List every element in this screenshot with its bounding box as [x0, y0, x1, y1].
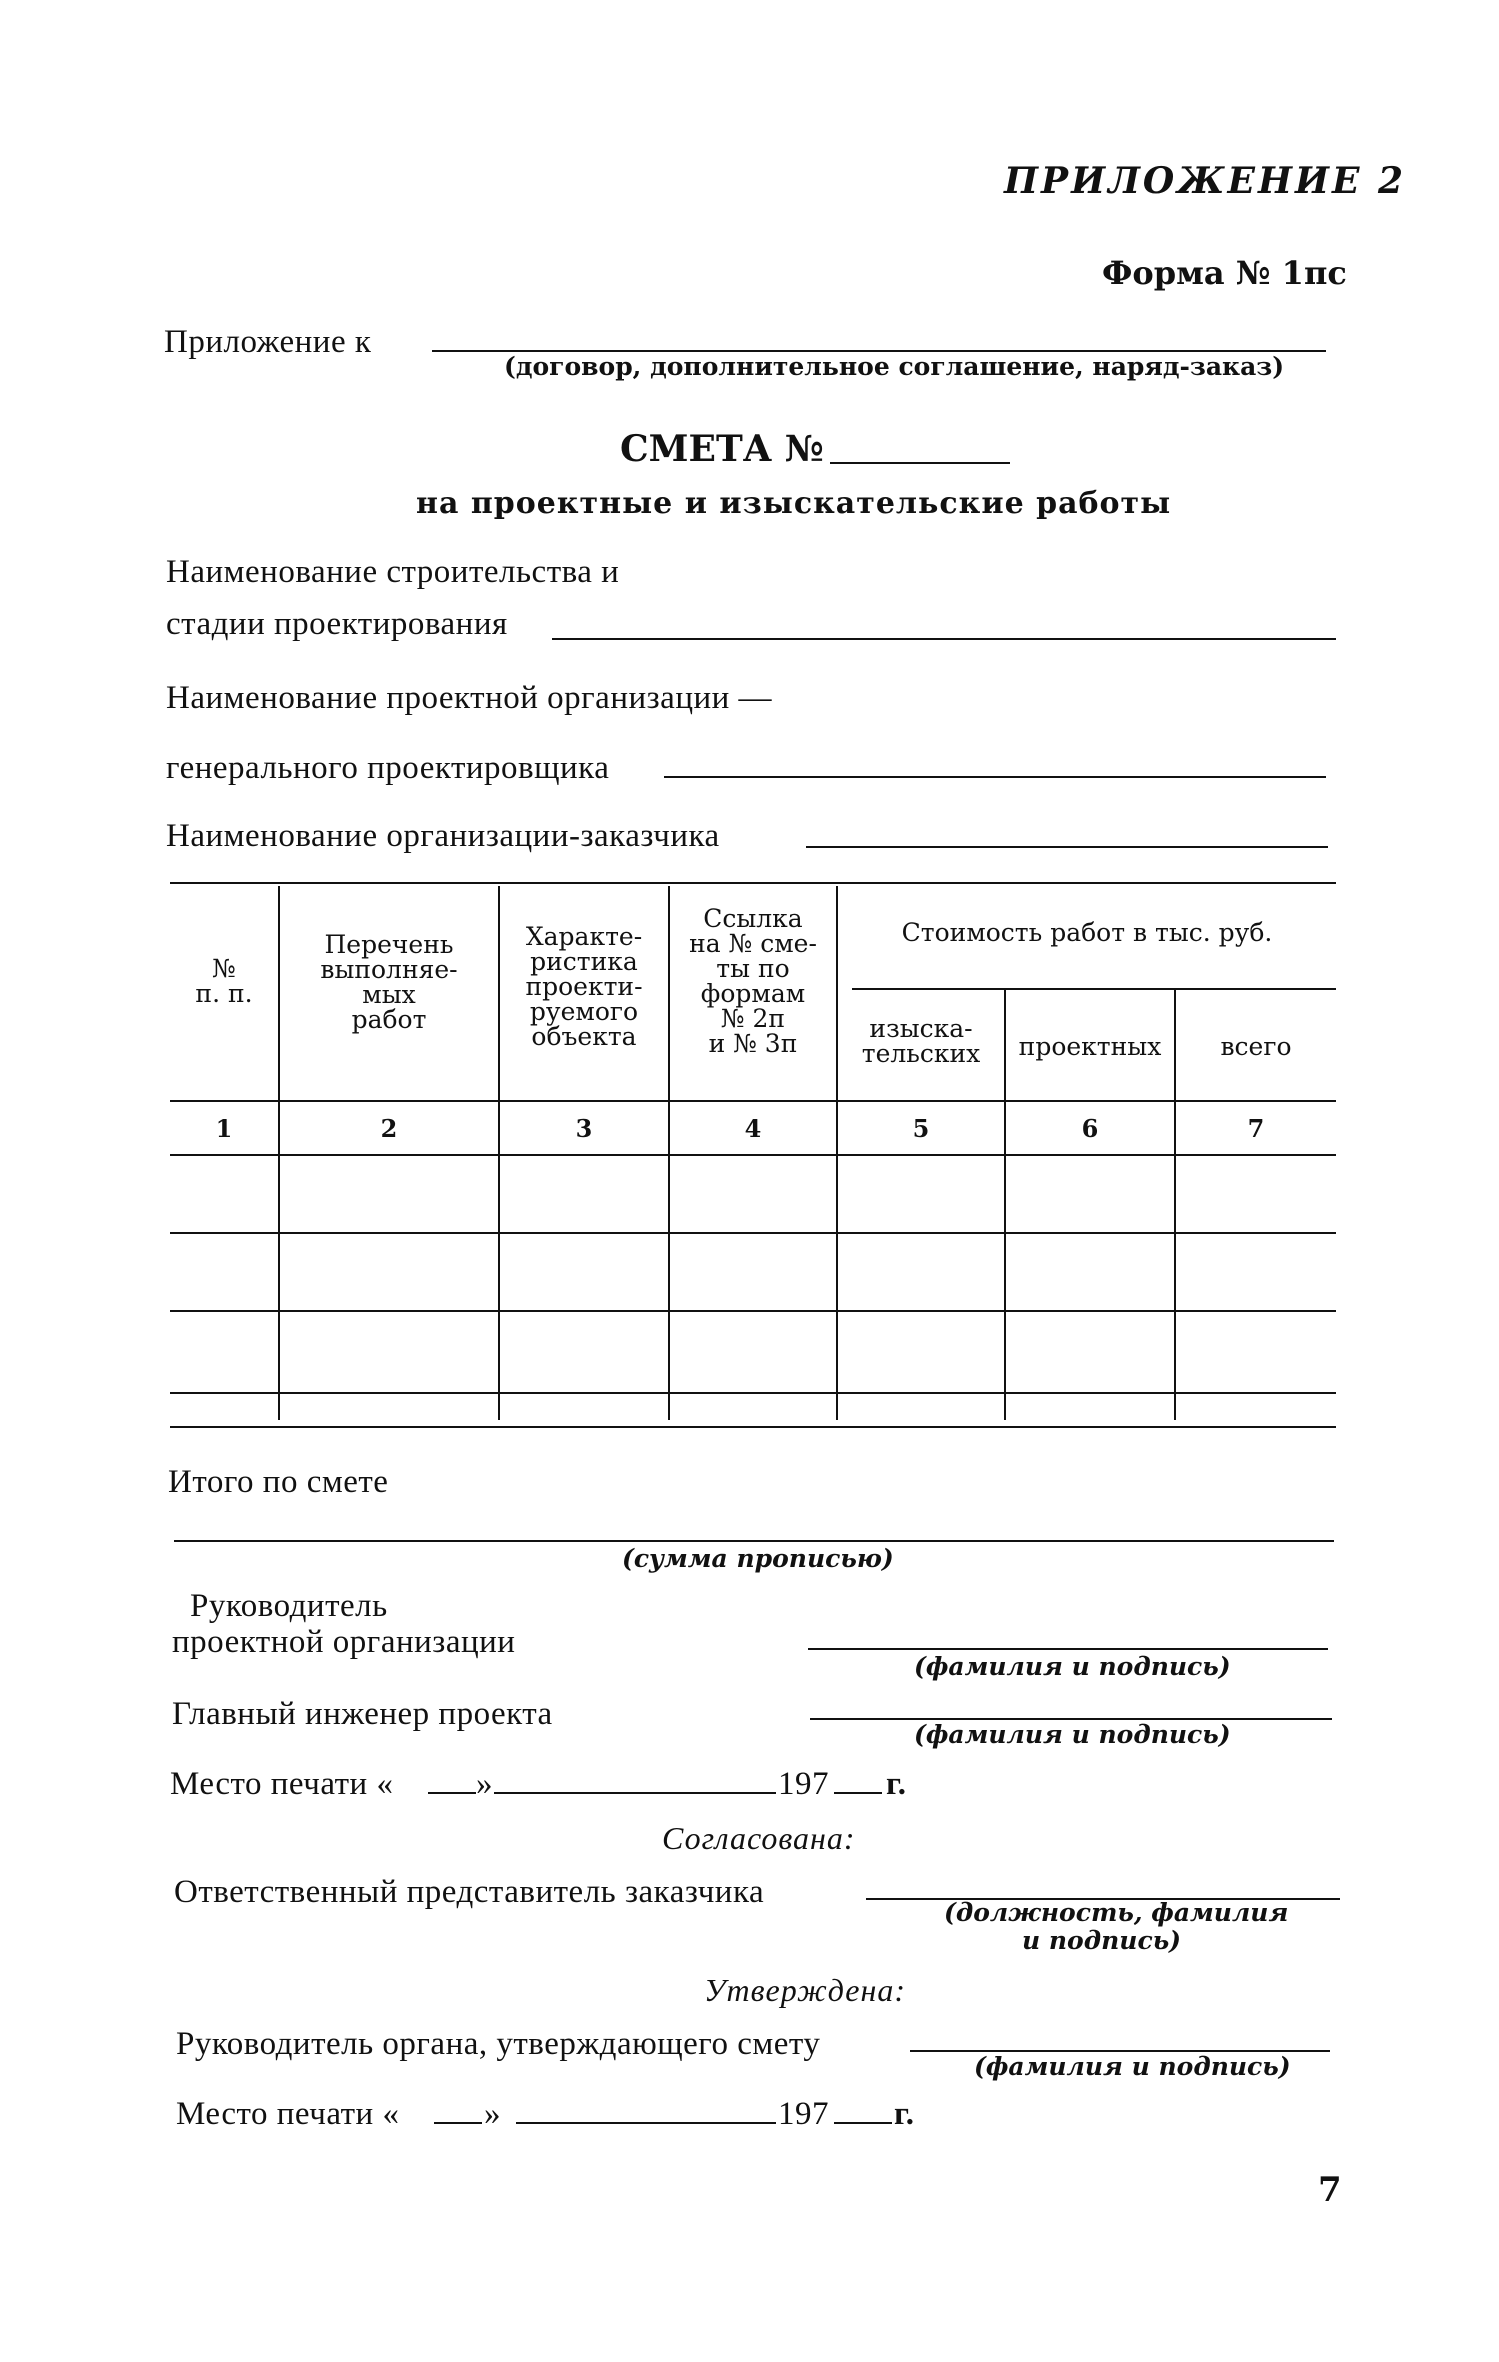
approver-label: Руководитель органа, утверждающего смету [176, 2026, 821, 2062]
head-label-2: проектной организации [172, 1624, 516, 1660]
approver-caption: (фамилия и подпись) [974, 2052, 1291, 2081]
header-col-5: изыска- тельских [861, 1014, 981, 1068]
head-caption: (фамилия и подпись) [914, 1652, 1231, 1681]
seal-1-prefix: Место печати « [170, 1766, 394, 1802]
col-number-4: 4 [744, 1114, 762, 1143]
seal-1-suffix: г. [886, 1766, 907, 1802]
seal-2-year: 197 [778, 2096, 829, 2132]
customer-rep-label: Ответственный представитель заказчика [174, 1874, 765, 1910]
customer-rep-caption-1: (должность, фамилия [944, 1898, 1289, 1927]
smeta-subtitle: на проектные и изыскательские работы [416, 486, 1172, 521]
construction-line [552, 638, 1336, 640]
seal-2-suffix: г. [894, 2096, 915, 2132]
seal-2-year-line [834, 2122, 892, 2124]
chief-engineer-label: Главный инженер проекта [172, 1696, 553, 1732]
header-col-4: Ссылка на № сме- ты по формам № 2п и № 3п [689, 904, 817, 1058]
chief-caption: (фамилия и подпись) [914, 1720, 1231, 1749]
header-col-1: № п. п. [195, 954, 253, 1008]
seal-2-mid: » [484, 2096, 501, 2132]
seal-1-day-line [428, 1792, 476, 1794]
col-number-1: 1 [215, 1114, 233, 1143]
org-label-2: генерального проектировщика [166, 750, 610, 786]
customer-label: Наименование организации-заказчика [166, 818, 720, 854]
seal-2-prefix: Место печати « [176, 2096, 400, 2132]
seal-2-month-line [516, 2122, 776, 2124]
totals-label: Итого по смете [168, 1464, 389, 1500]
construction-label-1: Наименование строительства и [166, 554, 620, 590]
customer-rep-caption-2: и подпись) [1022, 1926, 1182, 1955]
header-cost-group: Стоимость работ в тыс. руб. [901, 918, 1273, 947]
totals-caption: (сумма прописью) [622, 1544, 894, 1573]
col-number-5: 5 [912, 1114, 930, 1143]
seal-1-year-line [834, 1792, 882, 1794]
header-col-7: всего [1220, 1032, 1292, 1061]
smeta-number-line [830, 462, 1010, 464]
attachment-label: Приложение к [164, 324, 372, 360]
agreed-label: Согласована: [662, 1820, 856, 1856]
smeta-title: СМЕТА № [620, 428, 824, 470]
header-col-6: проектных [1018, 1032, 1162, 1061]
attachment-caption: (договор, дополнительное соглашение, наряд-заказ) [504, 352, 1285, 381]
seal-1-month-line [494, 1792, 776, 1794]
appendix-heading: ПРИЛОЖЕНИЕ 2 [1004, 160, 1407, 202]
col-number-2: 2 [380, 1114, 398, 1143]
col-number-3: 3 [575, 1114, 593, 1143]
page-number: 7 [1318, 2170, 1342, 2210]
head-signature-line [808, 1648, 1328, 1650]
approved-label: Утверждена: [704, 1972, 907, 2008]
seal-2-day-line [434, 2122, 482, 2124]
seal-1-mid: » [476, 1766, 493, 1802]
head-label-1: Руководитель [190, 1588, 388, 1624]
header-col-2: Перечень выполняе- мых работ [320, 930, 458, 1034]
construction-label-2: стадии проектирования [166, 606, 508, 642]
header-col-3: Характе- ристика проекти- руемого объекта [525, 922, 643, 1051]
col-number-7: 7 [1247, 1114, 1265, 1143]
customer-line [806, 846, 1328, 848]
totals-line [174, 1540, 1334, 1542]
org-line [664, 776, 1326, 778]
form-number: Форма № 1пс [1102, 254, 1347, 292]
col-number-6: 6 [1081, 1114, 1099, 1143]
seal-1-year: 197 [778, 1766, 829, 1802]
org-label-1: Наименование проектной организации — [166, 680, 773, 716]
